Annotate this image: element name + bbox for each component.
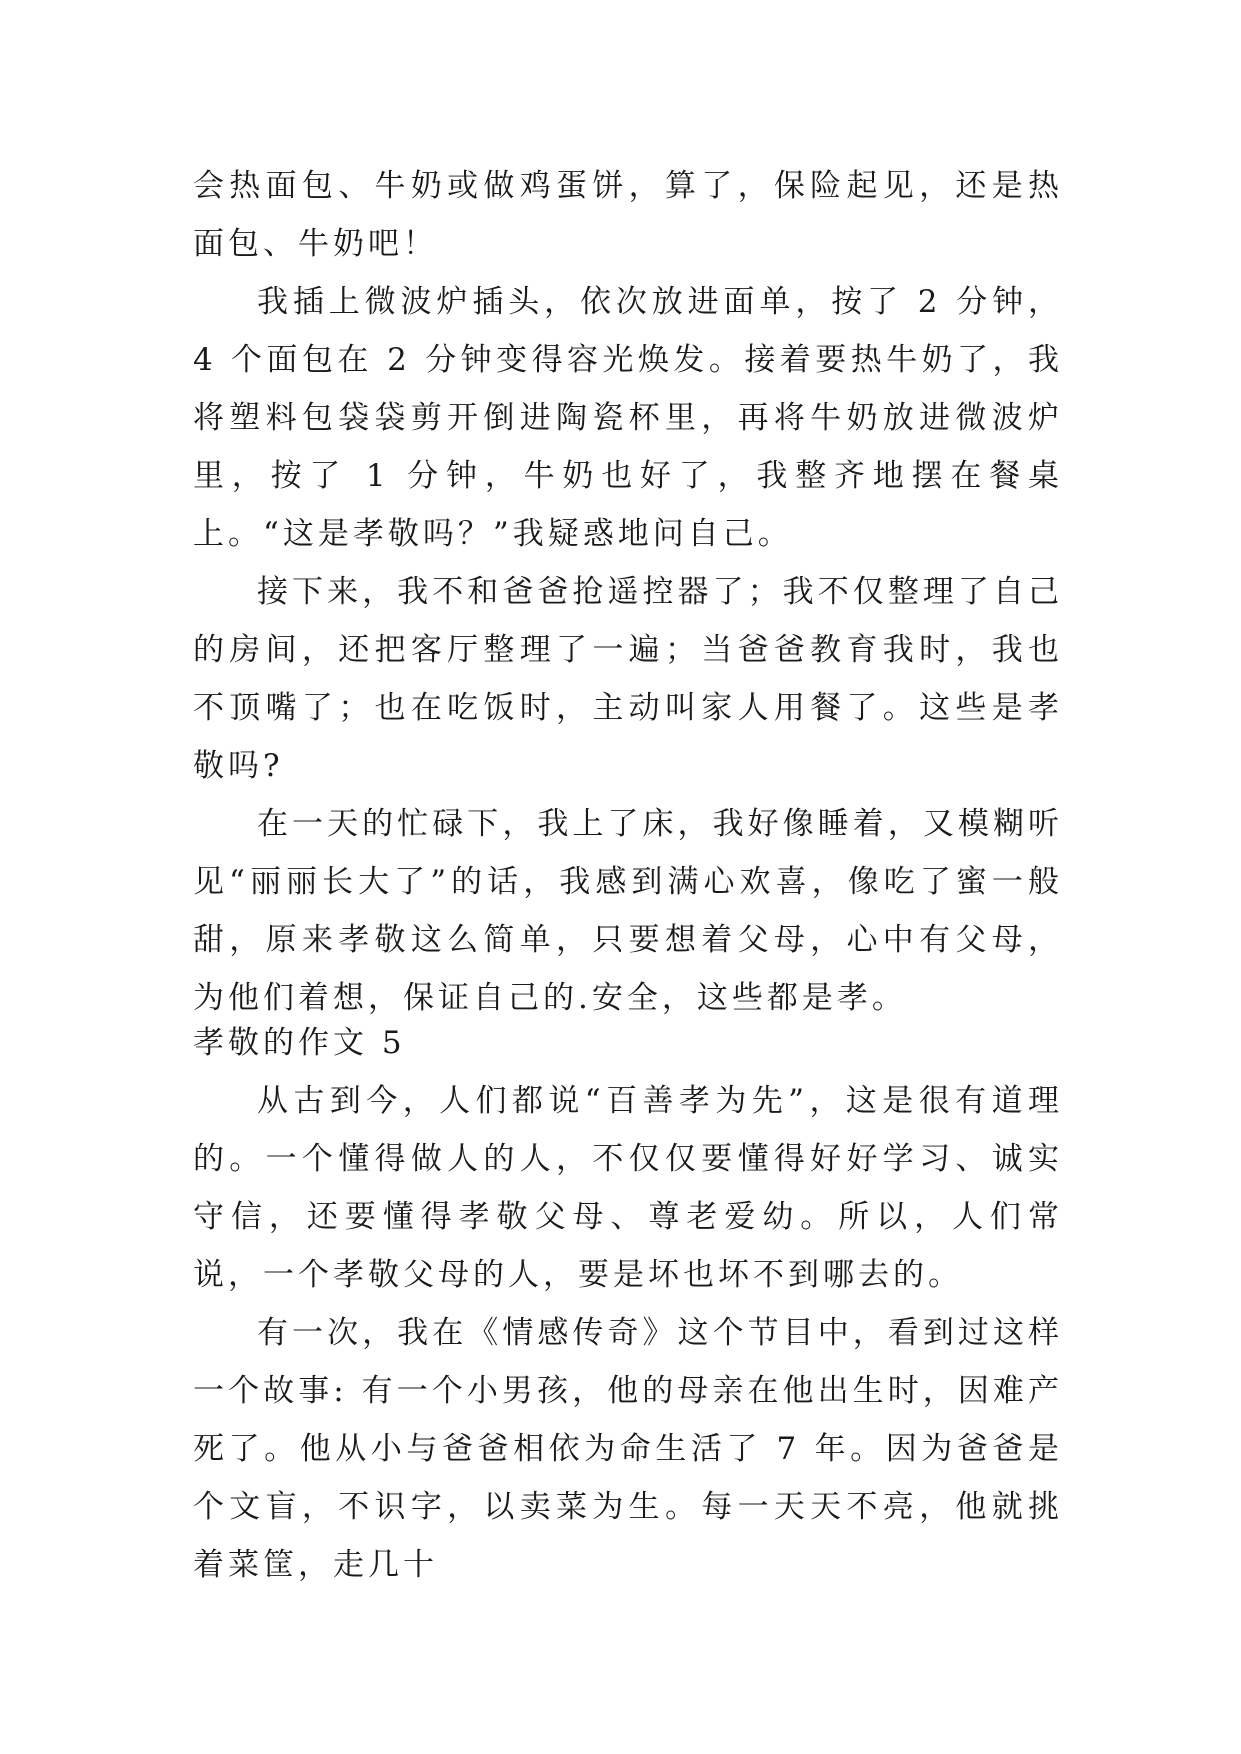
paragraph: 从古到今，人们都说“百善孝为先”，这是很有道理的。一个懂得做人的人，不仅仅要懂得好好学习、诚实守信，还要懂得孝敬父母、尊老爱幼。所以，人们常说，一个孝敬父母的人，要是坏也坏不到哪去的。 bbox=[193, 1083, 1063, 1293]
paragraph: 有一次，我在《情感传奇》这个节目中，看到过这样一个故事: 有一个小男孩，他的母亲在他出生时，因难产死了。他从小与爸爸相依为命生活了 7 年。因为爸爸是个文盲，不识字，以卖菜为生。每一天天不亮，他就挑着菜筐，走几十 bbox=[193, 1315, 1063, 1583]
paragraph: 我插上微波炉插头，依次放进面单，按了 2 分钟，4 个面包在 2 分钟变得容光焕发。接着要热牛奶了，我将塑料包袋袋剪开倒进陶瓷杯里，再将牛奶放进微波炉里，按了 1 分钟，牛奶也好了，我整齐地摆在餐桌上。“这是孝敬吗？”我疑惑地问自己。 bbox=[193, 284, 1063, 552]
paragraph: 在一天的忙碌下，我上了床，我好像睡着，又模糊听见“丽丽长大了”的话，我感到满心欢喜，像吃了蜜一般甜，原来孝敬这么简单，只要想着父母，心中有父母，为他们着想，保证自己的.安全，这些都是孝。 bbox=[193, 806, 1063, 1016]
section-heading: 孝敬的作文 5 bbox=[193, 1025, 406, 1061]
essay-section-top bbox=[193, 157, 1063, 1027]
paragraph: 接下来，我不和爸爸抢遥控器了；我不仅整理了自己的房间，还把客厅整理了一遍；当爸爸教育我时，我也不顶嘴了；也在吃饭时，主动叫家人用餐了。这些是孝敬吗? bbox=[193, 574, 1063, 784]
essay-section-bottom bbox=[193, 1014, 1063, 1594]
paragraph: 会热面包、牛奶或做鸡蛋饼，算了，保险起见，还是热面包、牛奶吧！ bbox=[193, 168, 1063, 262]
